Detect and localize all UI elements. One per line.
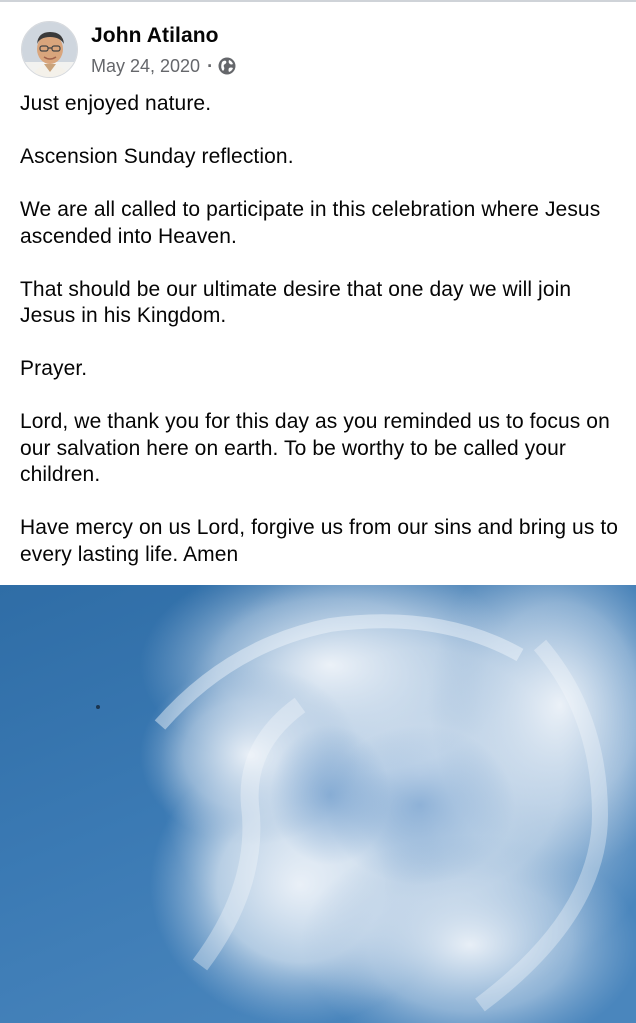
- post-paragraph: Lord, we thank you for this day as you reminded us to focus on our salvation here on earth. To be worthy to be called your children.: [20, 410, 610, 486]
- post-paragraph: That should be our ultimate desire that one day we will join Jesus in his Kingdom.: [20, 277, 572, 327]
- post-paragraph: Ascension Sunday reflection.: [20, 145, 294, 168]
- post-paragraph: We are all called to participate in this celebration where Jesus ascended into Heaven.: [20, 198, 601, 248]
- post-photo-sky[interactable]: [0, 585, 636, 1023]
- top-divider: [0, 0, 636, 2]
- post-body: [20, 91, 620, 568]
- author-name[interactable]: John Atilano: [91, 24, 219, 47]
- post-date[interactable]: May 24, 2020: [91, 55, 201, 76]
- post-paragraph: Prayer.: [20, 357, 88, 380]
- post-meta: [91, 54, 236, 78]
- globe-icon[interactable]: [218, 57, 236, 75]
- meta-separator: ·: [207, 55, 214, 76]
- post-paragraph: Just enjoyed nature.: [20, 92, 212, 115]
- author-avatar[interactable]: [21, 21, 78, 78]
- post-paragraph: Have mercy on us Lord, forgive us from our sins and bring us to every lasting life. Amen: [20, 516, 619, 566]
